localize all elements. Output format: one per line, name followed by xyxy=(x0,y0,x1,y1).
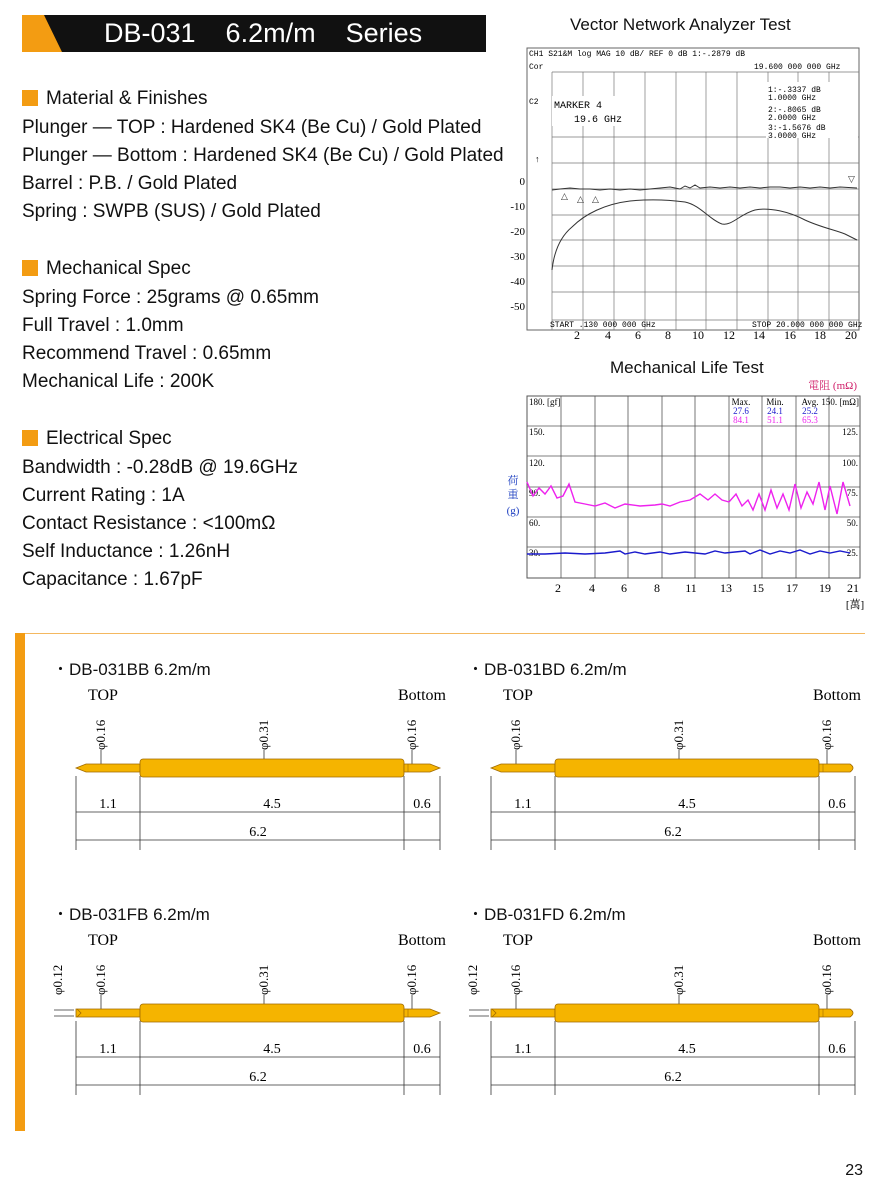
life-left-tick: 60. xyxy=(529,518,541,528)
electrical-line: Contact Resistance : <100mΩ xyxy=(22,513,276,534)
probe-title: ・DB-031FD 6.2m/m xyxy=(467,905,626,924)
life-x-tick: 13 xyxy=(720,581,732,595)
vna-marker-freq: 19.6 GHz xyxy=(574,115,623,126)
section-side-bar xyxy=(15,633,25,1131)
probe-drawing xyxy=(467,925,867,1105)
life-x-tick: 11 xyxy=(685,581,697,595)
length-barrel-label: 4.5 xyxy=(678,1042,696,1057)
vna-marker-text: 1.0000 GHz xyxy=(768,94,817,103)
electrical-line: Self Inductance : 1.26nH xyxy=(22,541,231,562)
material-line: Plunger — TOP : Hardened SK4 (Be Cu) / Gold Plated xyxy=(22,117,482,138)
diameter-mid-label: φ0.31 xyxy=(256,719,271,750)
length-top-label: 1.1 xyxy=(514,1042,532,1057)
title-accent xyxy=(22,15,62,52)
vna-marker-text: 3:-1.5676 dB xyxy=(768,124,826,133)
barrel xyxy=(140,759,404,777)
length-total-label: 6.2 xyxy=(249,825,267,840)
material-line: Barrel : P.B. / Gold Plated xyxy=(22,173,238,194)
life-stat-label: Min. xyxy=(766,397,784,407)
length-bottom-label: 0.6 xyxy=(413,797,431,812)
page-number: 23 xyxy=(845,1162,863,1179)
mechanical-line: Spring Force : 25grams @ 0.65mm xyxy=(22,287,320,308)
diameter-top-label: φ0.16 xyxy=(93,719,108,750)
life-stat-value: 84.1 xyxy=(733,415,749,425)
top-label: TOP xyxy=(503,687,533,704)
diameter-tip-label: φ0.12 xyxy=(50,964,65,995)
life-x-tick: 4 xyxy=(589,581,595,595)
bottom-label: Bottom xyxy=(812,932,861,949)
diameter-bottom-label: φ0.16 xyxy=(819,964,834,995)
probe-title: ・DB-031BB 6.2m/m xyxy=(52,660,211,679)
life-chart xyxy=(495,376,870,616)
vna-x-tick: 8 xyxy=(665,328,671,342)
life-stat-value: 25.2 xyxy=(802,406,818,416)
vna-y-ticks xyxy=(510,176,525,313)
marker-triangle-icon: △ xyxy=(577,194,584,204)
bottom-label: Bottom xyxy=(812,687,861,704)
diameter-top-label: φ0.16 xyxy=(93,964,108,995)
life-left-tick: 120. xyxy=(529,458,545,468)
bottom-plunger xyxy=(404,764,440,772)
vna-x-tick: 18 xyxy=(814,328,826,342)
vna-marker-text: 2.0000 GHz xyxy=(768,114,817,123)
life-right-tick: 150. [mΩ] xyxy=(821,397,859,407)
vna-y-tick: -40 xyxy=(510,276,525,288)
vna-y-tick: -50 xyxy=(510,301,525,313)
life-left-tick: 180. [gf] xyxy=(529,397,561,407)
diameter-bottom-label: φ0.16 xyxy=(404,964,419,995)
length-top-label: 1.1 xyxy=(514,797,532,812)
electrical-line: Capacitance : 1.67pF xyxy=(22,569,203,590)
life-stats xyxy=(732,397,819,425)
mechanical-line: Mechanical Life : 200K xyxy=(22,371,215,392)
diameter-mid-label: φ0.31 xyxy=(671,964,686,995)
top-plunger xyxy=(491,1009,555,1017)
bullet-square-icon xyxy=(22,90,38,106)
vna-stop: STOP 20.000 000 000 GHz xyxy=(752,321,863,330)
mechanical-heading: Mechanical Spec xyxy=(22,258,191,280)
length-bottom-label: 0.6 xyxy=(828,797,846,812)
vna-marker-text: 3.0000 GHz xyxy=(768,132,817,141)
vna-x-tick: 14 xyxy=(753,328,765,342)
vna-start: START .130 000 000 GHz xyxy=(550,321,656,330)
life-left-tick: 90. xyxy=(529,488,541,498)
length-top-label: 1.1 xyxy=(99,797,117,812)
vna-y-tick: -20 xyxy=(510,226,525,238)
section-divider xyxy=(15,633,865,634)
diameter-bottom-label: φ0.16 xyxy=(404,719,419,750)
life-x-tick: 19 xyxy=(819,581,831,595)
top-plunger xyxy=(76,764,140,772)
vna-marker-text: 2:-.8065 dB xyxy=(768,106,821,115)
bullet-square-icon xyxy=(22,260,38,276)
vna-x-tick: 2 xyxy=(574,328,580,342)
life-right-tick: 50. xyxy=(846,518,858,528)
material-line: Plunger — Bottom : Hardened SK4 (Be Cu) / Gold Plated xyxy=(22,145,504,166)
life-x-tick: 6 xyxy=(621,581,627,595)
length-total-label: 6.2 xyxy=(664,825,682,840)
life-stat-value: 24.1 xyxy=(767,406,783,416)
life-unit-label: [萬] xyxy=(845,599,865,611)
life-left-tick: 30. xyxy=(529,548,541,558)
diameter-top-label: φ0.16 xyxy=(508,719,523,750)
life-x-tick: 8 xyxy=(654,581,660,595)
vna-title: Vector Network Analyzer Test xyxy=(570,15,791,34)
life-right-tick: 125. xyxy=(842,427,858,437)
vna-ref-tick: ↑ xyxy=(535,154,540,164)
barrel xyxy=(140,1004,404,1022)
life-load-label xyxy=(507,473,520,517)
life-stat-value: 27.6 xyxy=(733,406,749,416)
life-left-tick: 150. xyxy=(529,427,545,437)
life-x-tick: 21 xyxy=(847,581,859,595)
life-x-tick: 2 xyxy=(555,581,561,595)
length-total-label: 6.2 xyxy=(664,1070,682,1085)
vna-x-tick: 10 xyxy=(692,328,704,342)
life-stat-label: Max. xyxy=(731,397,751,407)
vna-x-tick: 20 xyxy=(845,328,857,342)
life-right-tick: 75. xyxy=(846,488,858,498)
bottom-plunger xyxy=(404,1009,440,1017)
length-bottom-label: 0.6 xyxy=(413,1042,431,1057)
length-barrel-label: 4.5 xyxy=(263,1042,281,1057)
vna-y-tick: -10 xyxy=(510,201,525,213)
vna-chart xyxy=(500,42,870,342)
svg-text:(g): (g) xyxy=(506,505,520,517)
mechanical-line: Recommend Travel : 0.65mm xyxy=(22,343,272,364)
barrel xyxy=(555,1004,819,1022)
life-x-tick: 15 xyxy=(752,581,764,595)
life-x-ticks xyxy=(555,581,859,595)
life-right-tick: 25. xyxy=(846,548,858,558)
diameter-tip-label: φ0.12 xyxy=(465,964,480,995)
svg-text:重: 重 xyxy=(507,489,519,501)
probe-drawing xyxy=(467,680,867,860)
life-resistance-label: 電阻 (mΩ) xyxy=(808,380,857,392)
electrical-heading: Electrical Spec xyxy=(22,428,172,450)
vna-header: CH1 S21&M log MAG 10 dB/ REF 0 dB 1:-.2879 dB xyxy=(529,50,746,59)
length-bottom-label: 0.6 xyxy=(828,1042,846,1057)
life-stat-value: 51.1 xyxy=(767,415,783,425)
marker-triangle-icon: △ xyxy=(592,194,599,204)
bullet-square-icon xyxy=(22,430,38,446)
vna-header-freq: 19.600 000 000 GHz xyxy=(754,63,841,72)
marker-triangle-icon: ▽ xyxy=(848,174,855,184)
vna-marker-label: MARKER 4 xyxy=(554,101,603,112)
vna-y-tick: -30 xyxy=(510,251,525,263)
vna-cor: Cor xyxy=(529,63,544,72)
life-title: Mechanical Life Test xyxy=(610,358,764,377)
marker-triangle-icon: △ xyxy=(561,191,568,201)
bottom-label: Bottom xyxy=(397,932,446,949)
life-stat-label: Avg. xyxy=(801,397,819,407)
probe-drawing xyxy=(52,680,452,860)
vna-marker-text: 1:-.3337 dB xyxy=(768,86,821,95)
vna-x-tick: 4 xyxy=(605,328,611,342)
diameter-mid-label: φ0.31 xyxy=(256,964,271,995)
length-top-label: 1.1 xyxy=(99,1042,117,1057)
probe-title: ・DB-031FB 6.2m/m xyxy=(52,905,210,924)
probe-title: ・DB-031BD 6.2m/m xyxy=(467,660,627,679)
vna-y-tick: 0 xyxy=(519,176,525,188)
electrical-line: Bandwidth : -0.28dB @ 19.6GHz xyxy=(22,457,298,478)
life-stat-value: 65.3 xyxy=(802,415,818,425)
electrical-line: Current Rating : 1A xyxy=(22,485,185,506)
top-plunger xyxy=(76,1009,140,1017)
vna-c2: C2 xyxy=(529,98,539,107)
length-barrel-label: 4.5 xyxy=(263,797,281,812)
title-bar xyxy=(22,15,486,52)
probe-drawing xyxy=(52,925,452,1105)
diameter-top-label: φ0.16 xyxy=(508,964,523,995)
material-heading: Material & Finishes xyxy=(22,88,208,110)
top-label: TOP xyxy=(88,932,118,949)
length-total-label: 6.2 xyxy=(249,1070,267,1085)
bottom-label: Bottom xyxy=(397,687,446,704)
vna-x-tick: 6 xyxy=(635,328,641,342)
bottom-plunger xyxy=(819,1009,853,1017)
top-label: TOP xyxy=(503,932,533,949)
life-x-tick: 17 xyxy=(786,581,798,595)
length-barrel-label: 4.5 xyxy=(678,797,696,812)
vna-x-tick: 16 xyxy=(784,328,796,342)
diameter-mid-label: φ0.31 xyxy=(671,719,686,750)
vna-x-tick: 12 xyxy=(723,328,735,342)
life-right-tick: 100. xyxy=(842,458,858,468)
svg-text:荷: 荷 xyxy=(507,475,519,487)
bottom-plunger xyxy=(819,764,853,772)
page-title: DB-031 6.2m/m Series xyxy=(104,18,423,48)
top-plunger xyxy=(491,764,555,772)
diameter-bottom-label: φ0.16 xyxy=(819,719,834,750)
material-line: Spring : SWPB (SUS) / Gold Plated xyxy=(22,201,321,222)
barrel xyxy=(555,759,819,777)
top-label: TOP xyxy=(88,687,118,704)
mechanical-line: Full Travel : 1.0mm xyxy=(22,315,184,336)
